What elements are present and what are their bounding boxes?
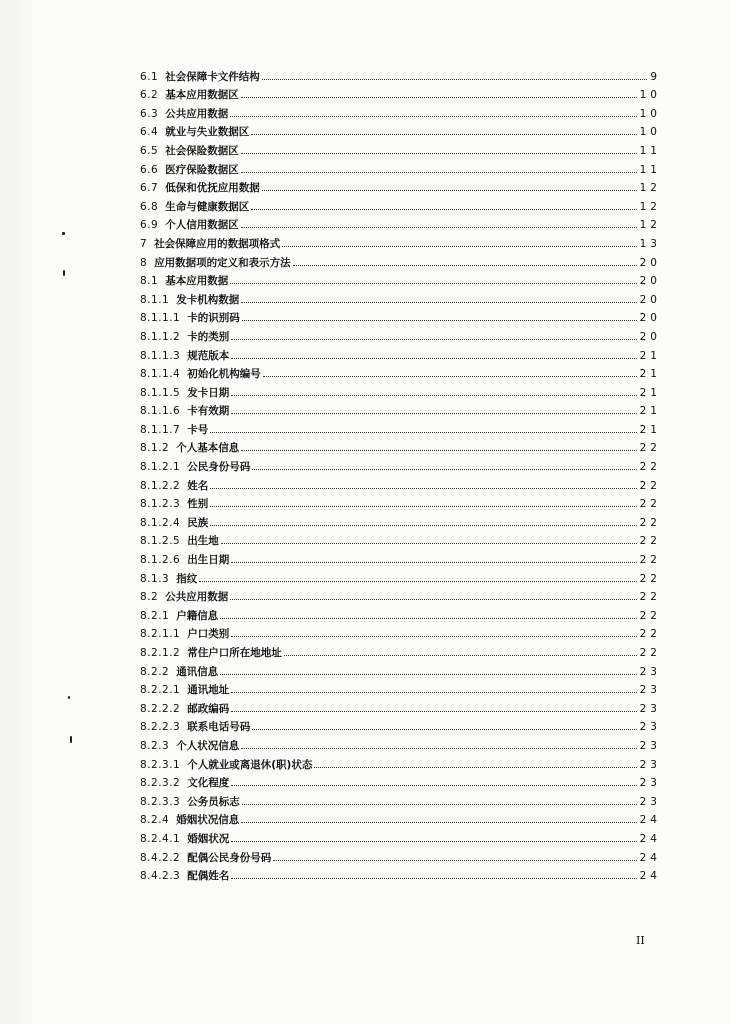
toc-entry [140,194,661,213]
toc-dot-leader [210,524,636,526]
toc-entry-title: 配偶姓名 [187,870,230,883]
toc-entry-number: 6.1 [140,70,159,83]
toc-entry-title: 配偶公民身份号码 [187,851,272,864]
toc-entry-number: 8.1.2.6 [140,554,181,567]
toc-entry [140,101,661,120]
toc-entry [140,343,661,362]
toc-entry-number: 8.1.2.2 [140,479,181,492]
toc-dot-leader [241,152,637,154]
toc-entry-page: 23 [639,684,661,697]
toc-dot-leader [262,78,648,80]
toc-entry-page: 12 [639,219,661,232]
toc-entry-page: 12 [639,182,661,195]
toc-entry-title: 个人信用数据区 [165,219,239,232]
toc-dot-leader [273,859,636,861]
toc-entry-page: 10 [639,107,661,120]
toc-entry-title: 生命与健康数据区 [165,200,250,213]
toc-entry-page: 23 [639,795,661,808]
toc-dot-leader [241,96,637,98]
toc-entry-title: 医疗保险数据区 [165,163,239,176]
toc-entry-number: 8.1 [140,275,159,288]
toc-entry-title: 个人状况信息 [176,739,240,752]
toc-entry [140,362,661,381]
toc-dot-leader [210,431,636,433]
toc-dot-leader [210,487,636,489]
toc-entry-number: 6.8 [140,200,159,213]
page-number: II [636,934,645,947]
toc-entry-title: 户籍信息 [176,609,219,622]
toc-entry-title: 公共应用数据 [165,107,229,120]
toc-entry-title: 卡的识别码 [187,312,240,325]
toc-entry-title: 联系电话号码 [187,721,251,734]
toc-entry [140,138,661,157]
toc-entry-page: 22 [639,498,661,511]
toc-entry-page: 22 [639,572,661,585]
toc-entry-number: 8.2.4.1 [140,832,181,845]
toc-dot-leader [230,598,636,600]
toc-entry-page: 23 [639,665,661,678]
toc-entry-page: 21 [639,423,661,436]
toc-entry-page: 24 [639,851,661,864]
toc-dot-leader [241,821,636,823]
toc-entry-page: 22 [639,554,661,567]
toc-dot-leader [241,226,637,228]
toc-dot-leader [220,673,636,675]
toc-entry-title: 公民身份号码 [187,461,251,474]
toc-entry-number: 8.1.2.1 [140,461,181,474]
toc-entry-title: 民族 [187,516,209,529]
toc-entry-title: 指纹 [176,572,198,585]
toc-entry [140,659,661,678]
toc-entry-number: 8.1.1.4 [140,368,181,381]
toc-dot-leader [230,115,636,117]
toc-entry-number: 8.2.4 [140,814,170,827]
toc-entry [140,622,661,641]
toc-entry-number: 8.2.3.3 [140,795,181,808]
toc-entry [140,678,661,697]
toc-dot-leader [221,542,637,544]
toc-entry-number: 8.2.2.3 [140,721,181,734]
toc-entry [140,492,661,511]
toc-entry-title: 出生地 [187,535,219,548]
toc-entry [140,306,661,325]
toc-entry-title: 文化程度 [187,777,230,790]
toc-dot-leader [263,375,637,377]
toc-entry [140,454,661,474]
toc-entry-number: 8.1.1.5 [140,386,181,399]
toc-entry-page: 13 [639,237,661,250]
toc-entry-title: 公务员标志 [187,795,240,808]
toc-dot-leader [231,877,636,879]
toc-entry-title: 卡的类别 [187,330,230,343]
toc-entry-number: 8.2.1 [140,609,170,622]
toc-entry-page: 10 [639,126,661,139]
toc-entry-page: 23 [639,721,661,734]
toc-entry [140,417,661,436]
toc-entry-page: 22 [639,461,661,474]
toc-entry [140,715,661,734]
toc-entry-title: 婚姻状况 [187,832,230,845]
toc-entry [140,176,661,195]
toc-entry-title: 个人就业或离退休(职)状态 [187,758,313,771]
toc-dot-leader [242,319,637,321]
toc-entry-title: 初始化机构编号 [187,368,261,381]
toc-entry-title: 公共应用数据 [165,591,229,604]
toc-entry-page: 22 [639,535,661,548]
toc-entry-number: 8.1.1.3 [140,349,181,362]
toc-dot-leader [231,840,636,842]
toc-entry-title: 基本应用数据 [165,275,229,288]
toc-entry-title: 基本应用数据区 [165,89,239,102]
toc-dot-leader [231,691,636,693]
toc-entry-number: 8 [140,256,148,269]
toc-entry-title: 就业与失业数据区 [165,126,250,139]
toc-entry-title: 规范版本 [187,349,230,362]
toc-dot-leader [231,357,636,359]
toc-entry-title: 出生日期 [187,554,230,567]
scan-speck [70,736,72,743]
toc-entry-number: 6.5 [140,144,159,157]
toc-entry-title: 发卡机构数据 [176,293,240,306]
toc-entry-page: 12 [639,200,661,213]
toc-entry-page: 23 [639,758,661,771]
toc-entry [140,603,661,622]
toc-entry [140,399,661,418]
toc-dot-leader [231,561,636,563]
toc-entry [140,733,661,752]
toc-entry-title: 通讯地址 [187,684,230,697]
toc-entry [140,826,661,845]
toc-dot-leader [230,282,636,284]
toc-entry-number: 6.6 [140,163,159,176]
toc-entry-number: 8.2.1.1 [140,628,181,641]
toc-entry-number: 8.2 [140,591,159,604]
toc-entry-page: 23 [639,777,661,790]
toc-entry [140,585,661,604]
toc-dot-leader [231,784,636,786]
toc-dot-leader [241,449,636,451]
toc-entry-number: 8.2.1.2 [140,647,181,659]
toc-entry-title: 婚姻状况信息 [176,814,240,827]
toc-entry-page: 20 [639,293,661,306]
toc-dot-leader [293,264,637,266]
toc-entry-number: 8.2.2.1 [140,684,181,697]
toc-entry-number: 8.1.3 [140,572,170,585]
toc-dot-leader [231,338,636,340]
toc-entry-title: 卡号 [187,423,209,436]
toc-entry-page: 23 [639,739,661,752]
toc-dot-leader [314,766,636,768]
toc-entry-number: 8.2.2.2 [140,702,181,715]
scan-speck [63,270,65,276]
toc-entry-number: 8.2.3.2 [140,777,181,790]
toc-entry-title: 低保和优抚应用数据 [165,182,260,195]
toc-entry-number: 8.1.2.5 [140,535,181,548]
toc-entry-number: 8.1.1 [140,293,170,306]
toc-entry [140,269,661,288]
toc-entry [140,640,661,659]
toc-entry-title: 户口类别 [187,628,230,641]
toc-entry-title: 性别 [187,498,209,511]
toc-entry-number: 8.2.3 [140,739,170,752]
toc-entry-page: 24 [639,814,661,827]
toc-entry-title: 卡有效期 [187,405,230,418]
table-of-contents [140,64,661,883]
toc-entry-number: 8.1.2 [140,442,170,455]
toc-entry [140,566,661,585]
toc-entry [140,157,661,176]
toc-entry [140,529,661,548]
toc-entry-page: 20 [639,312,661,325]
toc-entry-number: 6.2 [140,89,159,102]
toc-dot-leader [252,468,636,470]
toc-entry-title: 通讯信息 [176,665,219,678]
toc-dot-leader [284,654,637,656]
toc-entry [140,510,661,529]
toc-dot-leader [251,208,636,210]
toc-dot-leader [241,301,636,303]
toc-entry-page: 24 [639,870,661,883]
toc-entry [140,213,661,232]
toc-entry [140,845,661,864]
toc-entry-page: 20 [639,330,661,343]
toc-dot-leader [231,412,636,414]
toc-entry-number: 8.1.1.6 [140,405,181,418]
toc-dot-leader [210,505,636,507]
toc-entry [140,120,661,139]
toc-entry [140,250,661,269]
toc-dot-leader [199,580,636,582]
toc-entry-number: 6.9 [140,219,159,232]
toc-entry [140,436,661,455]
toc-entry [140,473,661,492]
toc-entry-page: 20 [639,256,661,269]
toc-entry-number: 8.1.1.2 [140,330,181,343]
toc-entry-number: 8.1.2.3 [140,498,181,511]
toc-entry-number: 6.3 [140,107,159,120]
toc-entry [140,64,661,83]
toc-entry-page: 20 [639,275,661,288]
toc-dot-leader [262,189,637,191]
toc-entry-number: 8.1.1.7 [140,423,181,436]
toc-entry-title: 应用数据项的定义和表示方法 [154,256,291,269]
scan-speck [68,696,70,699]
toc-entry-page: 11 [639,144,661,157]
toc-entry-page: 21 [639,349,661,362]
toc-entry [140,380,661,399]
toc-entry-page: 24 [639,832,661,845]
toc-entry-number: 6.4 [140,126,159,139]
toc-entry-page: 21 [639,386,661,399]
toc-dot-leader [242,803,637,805]
toc-entry-page: 23 [639,702,661,715]
toc-entry-page: 22 [639,516,661,529]
toc-dot-leader [241,171,637,173]
toc-entry-number: 8.4.2.2 [140,851,181,864]
toc-entry-page: 21 [639,368,661,381]
toc-entry-page: 11 [639,163,661,176]
toc-entry-number: 8.2.3.1 [140,758,181,771]
toc-entry-page: 9 [650,70,661,83]
toc-entry-title: 社会保障应用的数据项格式 [154,237,281,250]
toc-entry-page: 22 [639,628,661,641]
toc-entry-number: 6.7 [140,182,159,195]
toc-dot-leader [231,394,636,396]
toc-entry-number: 8.1.1.1 [140,312,181,325]
toc-entry [140,83,661,102]
toc-entry [140,696,661,715]
toc-entry-title: 个人基本信息 [176,442,240,455]
toc-entry [140,547,661,567]
toc-entry-title: 常住户口所在地地址 [187,647,282,659]
toc-dot-leader [220,617,636,619]
toc-entry-title: 社会保障卡文件结构 [165,70,260,83]
toc-entry-page: 22 [639,479,661,492]
toc-dot-leader [231,635,636,637]
toc-entry [140,752,661,771]
toc-entry [140,324,661,343]
toc-entry [140,808,661,827]
toc-entry-number: 7 [140,237,148,250]
toc-entry-number: 8.2.2 [140,665,170,678]
toc-entry [140,771,661,790]
toc-dot-leader [231,710,636,712]
scan-edge-shadow [0,0,40,1024]
toc-entry-page: 22 [639,647,661,659]
toc-entry-page: 22 [639,591,661,604]
toc-entry-page: 22 [639,609,661,622]
toc-entry [140,231,661,250]
toc-entry-number: 8.4.2.3 [140,870,181,883]
toc-entry-title: 社会保险数据区 [165,144,239,157]
toc-dot-leader [241,747,636,749]
scan-speck [62,232,65,235]
toc-entry [140,864,661,883]
toc-dot-leader [282,245,636,247]
toc-entry-title: 姓名 [187,479,209,492]
toc-entry-title: 邮政编码 [187,702,230,715]
toc-entry-page: 21 [639,405,661,418]
toc-entry-page: 22 [639,442,661,455]
toc-dot-leader [251,133,636,135]
toc-entry-title: 发卡日期 [187,386,230,399]
toc-entry [140,789,661,808]
toc-dot-leader [252,728,636,730]
toc-entry-number: 8.1.2.4 [140,516,181,529]
toc-entry [140,287,661,306]
toc-entry-page: 10 [639,89,661,102]
